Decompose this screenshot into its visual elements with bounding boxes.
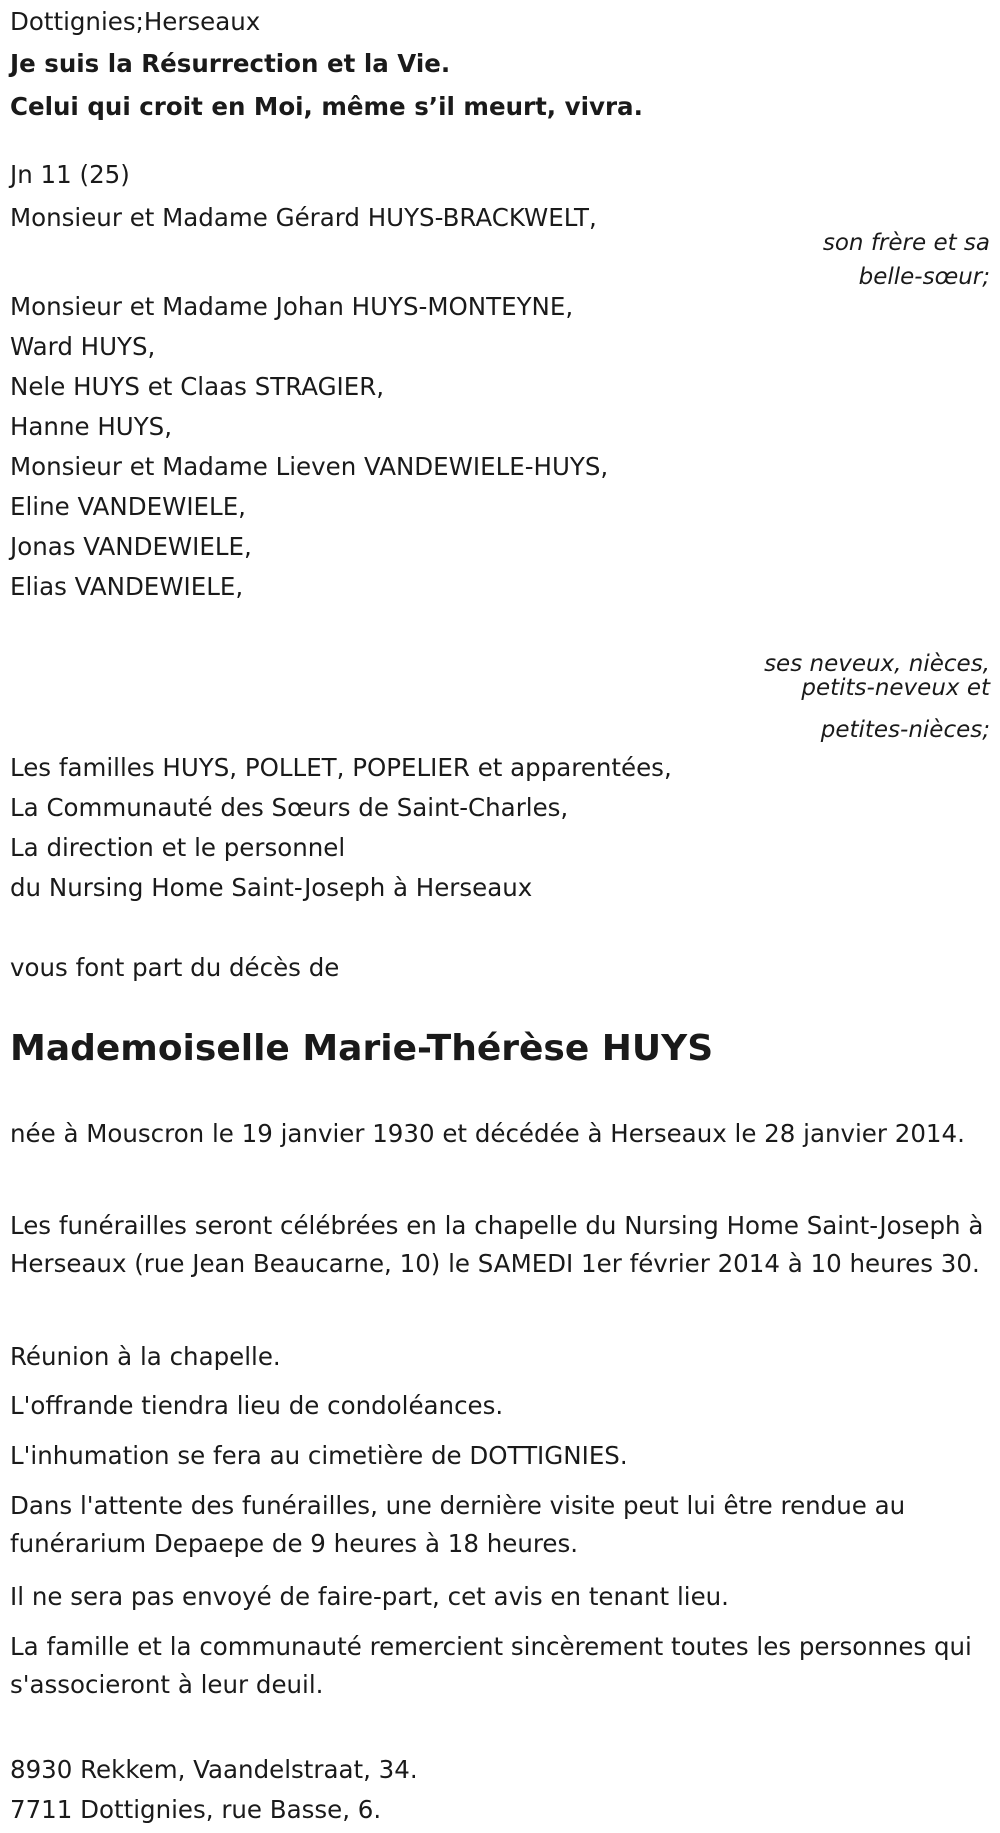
paragraph-visit: Dans l'attente des funérailles, une dernière visite peut lui être rendue au funérarium Depaepe de 9 heures à 18 heures. [10,1491,906,1558]
family-member: Jonas VANDEWIELE, [10,532,252,561]
paragraph-burial: L'inhumation se fera au cimetière de DOTTIGNIES. [10,1441,628,1470]
family-member: Monsieur et Madame Lieven VANDEWIELE-HUYS, [10,452,609,481]
family-member: La direction et le personnel [10,833,346,862]
relation-line: belle-sœur; [858,264,990,290]
family-member: Hanne HUYS, [10,412,173,441]
family-member: La Communauté des Sœurs de Saint-Charles, [10,793,569,822]
family-member: Ward HUYS, [10,332,156,361]
quote-line-1: Je suis la Résurrection et la Vie. [10,49,451,78]
family-group-2 [10,287,608,607]
family-group-1-relation [590,226,990,294]
location-header: Dottignies;Herseaux [10,7,261,36]
paragraph-birth-death: née à Mouscron le 19 janvier 1930 et décédée à Herseaux le 28 janvier 2014. [10,1119,965,1148]
paragraph-meeting: Réunion à la chapelle. [10,1342,281,1371]
address-line: 7711 Dottignies, rue Basse, 6. [10,1795,382,1824]
addresses [10,1750,418,1830]
relation-line: petites-nièces; [820,717,990,743]
paragraph-no-cards: Il ne sera pas envoyé de faire-part, cet avis en tenant lieu. [10,1582,729,1611]
quote-line-2: Celui qui croit en Moi, même s’il meurt, vivra. [10,92,643,121]
paragraph-offering: L'offrande tiendra lieu de condoléances. [10,1391,504,1420]
family-group-1 [10,198,597,238]
obituary-document [10,0,1000,1833]
relation-line: ses neveux, nièces, [764,651,990,677]
family-member: Nele HUYS et Claas STRAGIER, [10,372,385,401]
family-group-2-relation [590,652,990,748]
family-member: Monsieur et Madame Gérard HUYS-BRACKWELT, [10,203,597,232]
quote-reference: Jn 11 (25) [10,160,130,189]
family-group-3 [10,748,672,908]
paragraph-thanks: La famille et la communauté remercient sincèrement toutes les personnes qui s'associeront à leur deuil. [10,1632,972,1699]
paragraph-funeral: Les funérailles seront célébrées en la chapelle du Nursing Home Saint-Joseph à Herseaux (rue Jean Beaucarne, 10) le SAMEDI 1er février 2014 à 10 heures 30. [10,1211,984,1278]
deceased-name: Mademoiselle Marie-Thérèse HUYS [10,1028,714,1069]
family-member: Eline VANDEWIELE, [10,492,246,521]
family-member: Elias VANDEWIELE, [10,572,244,601]
address-line: 8930 Rekkem, Vaandelstraat, 34. [10,1755,418,1784]
family-member: du Nursing Home Saint-Joseph à Herseaux [10,873,533,902]
relation-line: petits-neveux et [801,675,990,701]
announcement-text: vous font part du décès de [10,953,340,982]
family-member: Monsieur et Madame Johan HUYS-MONTEYNE, [10,292,574,321]
relation-line: son frère et sa [822,230,990,256]
family-member: Les familles HUYS, POLLET, POPELIER et apparentées, [10,753,672,782]
